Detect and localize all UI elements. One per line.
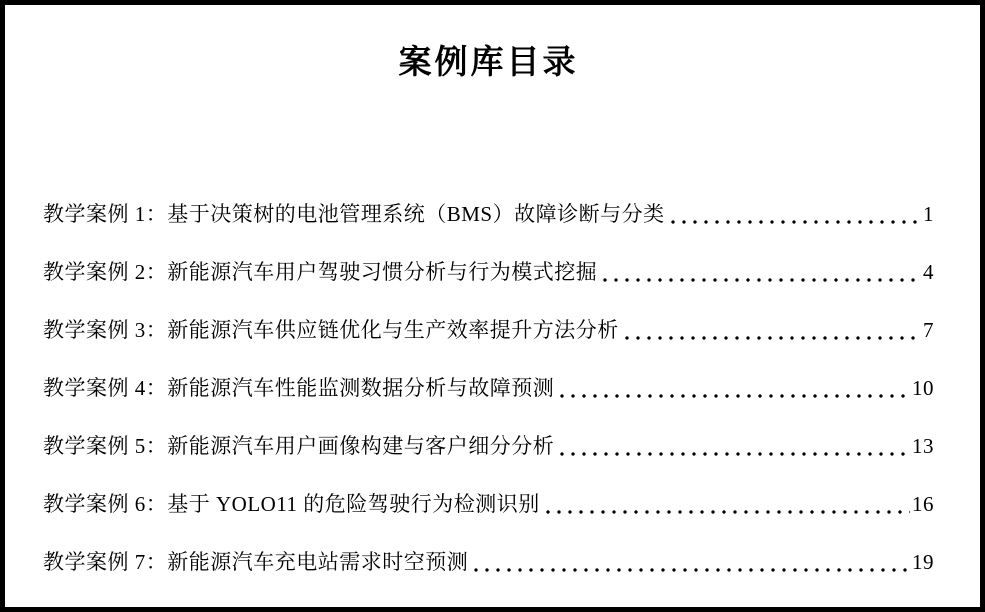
document-title: 案例库目录 [398, 45, 579, 81]
dot-leader [603, 278, 921, 282]
dot-leader [560, 452, 910, 456]
dot-leader [474, 568, 910, 572]
toc-entry[interactable] [43, 433, 934, 460]
toc-page-number: 16 [912, 492, 934, 516]
toc-entry-label: 教学案例 4：新能源汽车性能监测数据分析与故障预测 [43, 376, 555, 400]
toc-entry-label: 教学案例 1：基于决策树的电池管理系统（BMS）故障诊断与分类 [43, 202, 665, 226]
toc-entry[interactable] [43, 549, 934, 576]
toc-entry-label: 教学案例 5：新能源汽车用户画像构建与客户细分分析 [43, 434, 555, 458]
toc-page-number: 4 [923, 260, 934, 284]
toc-entry[interactable] [43, 375, 934, 402]
toc-entry[interactable] [43, 259, 934, 286]
dot-leader [671, 220, 921, 224]
toc-page-number: 19 [912, 550, 934, 574]
table-of-contents [43, 201, 934, 576]
toc-page-number: 10 [912, 376, 934, 400]
toc-entry-label: 教学案例 7：新能源汽车充电站需求时空预测 [43, 550, 469, 574]
toc-entry[interactable] [43, 491, 934, 518]
dot-leader [560, 394, 910, 398]
toc-entry[interactable] [43, 201, 934, 228]
toc-entry-label: 教学案例 3：新能源汽车供应链优化与生产效率提升方法分析 [43, 318, 619, 342]
dot-leader [546, 510, 910, 514]
toc-page-number: 13 [912, 434, 934, 458]
toc-entry-label: 教学案例 2：新能源汽车用户驾驶习惯分析与行为模式挖掘 [43, 260, 598, 284]
toc-page-number: 1 [923, 202, 934, 226]
toc-entry[interactable] [43, 317, 934, 344]
dot-leader [625, 336, 921, 340]
toc-page-number: 7 [923, 318, 934, 342]
toc-entry-label: 教学案例 6：基于 YOLO11 的危险驾驶行为检测识别 [43, 492, 540, 516]
